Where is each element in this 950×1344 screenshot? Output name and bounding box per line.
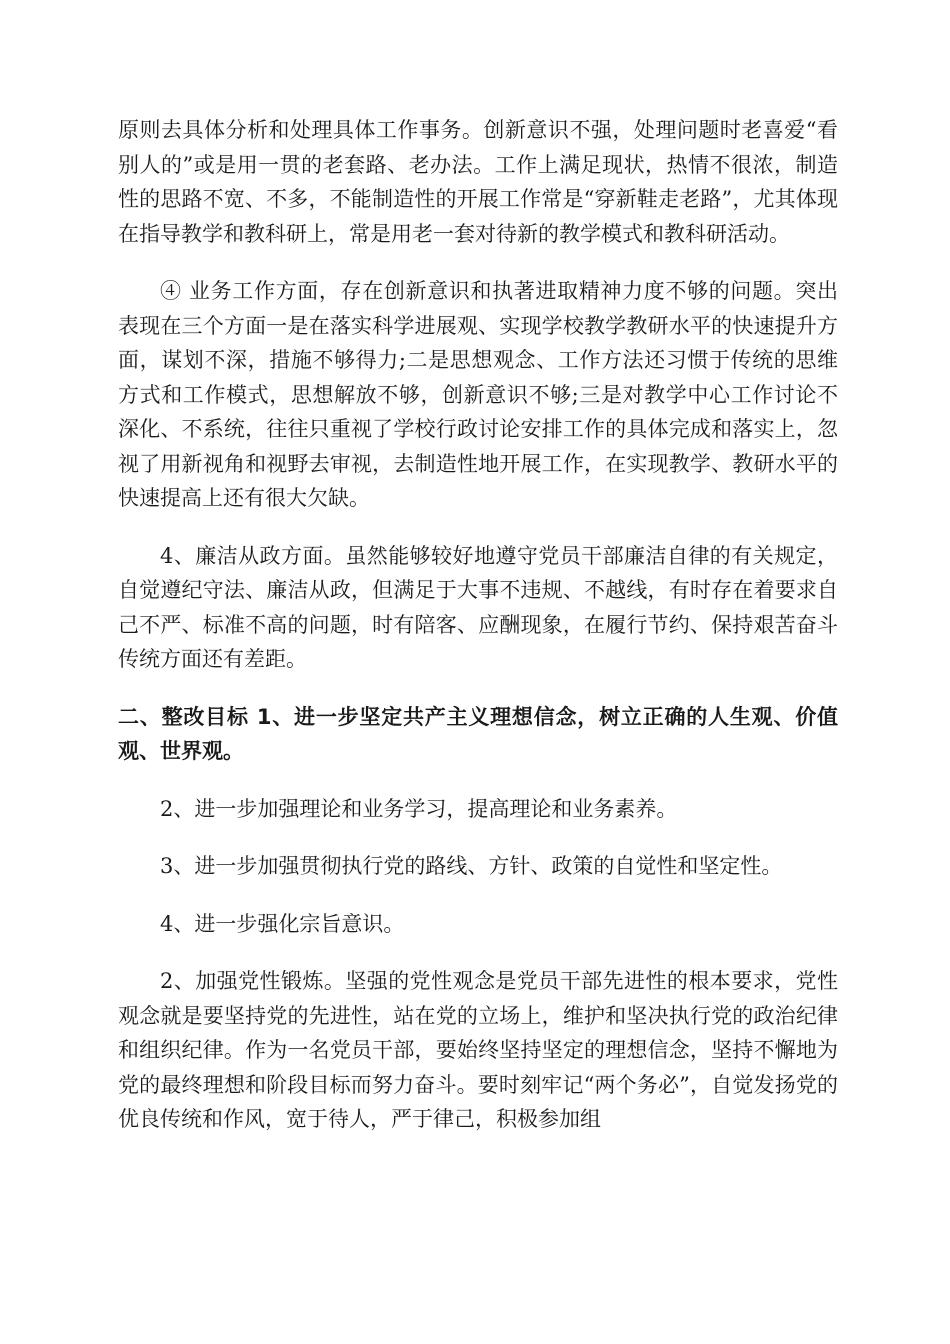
paragraph-1: 原则去具体分析和处理具体工作事务。创新意识不强，处理问题时老喜爱“看别人的”或是用一贯的老套路、老办法。工作上满足现状，热情不很浓，制造性的思路不宽、不多，不能制造性的开展工作常是“穿新鞋走老路”，尤其体现在指导教学和教科研上，常是用老一套对待新的教学模式和教科研活动。 bbox=[118, 118, 838, 246]
paragraph-3: 4、廉洁从政方面。虽然能够较好地遵守党员干部廉洁自律的有关规定，自觉遵纪守法、廉洁从政，但满足于大事不违规、不越线，有时存在着要求自己不严、标准不高的问题，时有陪客、应酬现象，在履行节约、保持艰苦奋斗传统方面还有差距。 bbox=[118, 543, 838, 671]
paragraph-2: ④ 业务工作方面，存在创新意识和执著进取精神力度不够的问题。突出表现在三个方面一是在落实科学进展观、实现学校教学教研水平的快速提升方面，谋划不深，措施不够得力;二是思想观念、工作方法还习惯于传统的思维方式和工作模式，思想解放不够，创新意识不够;三是对教学中心工作讨论不深化、不系统，往往只重视了学校行政讨论安排工作的具体完成和落实上，忽视了用新视角和视野去审视，去制造性地开展工作，在实现教学、教研水平的快速提高上还有很大欠缺。 bbox=[118, 279, 838, 510]
document-body bbox=[118, 113, 838, 1160]
paragraph-8: 2、加强党性锻炼。坚强的党性观念是党员干部先进性的根本要求，党性观念就是要坚持党的先进性，站在党的立场上，维护和坚决执行党的政治纪律和组织纪律。作为一名党员干部，要始终坚持坚定的理想信念，坚持不懈地为党的最终理想和阶段目标而努力奋斗。要时刻牢记“两个务必”，自觉发扬党的优良传统和作风，宽于待人，严于律己，积极参加组 bbox=[118, 969, 838, 1131]
section-heading-rectification-goals: 二、整改目标 1、进一步坚定共产主义理想信念，树立正确的人生观、价值观、世界观。 bbox=[118, 704, 838, 763]
paragraph-6: 3、进一步加强贯彻执行党的路线、方针、政策的自觉性和坚定性。 bbox=[160, 854, 783, 878]
paragraph-7: 4、进一步强化宗旨意识。 bbox=[160, 911, 405, 936]
paragraph-5: 2、进一步加强理论和业务学习，提高理论和业务素养。 bbox=[160, 796, 678, 821]
